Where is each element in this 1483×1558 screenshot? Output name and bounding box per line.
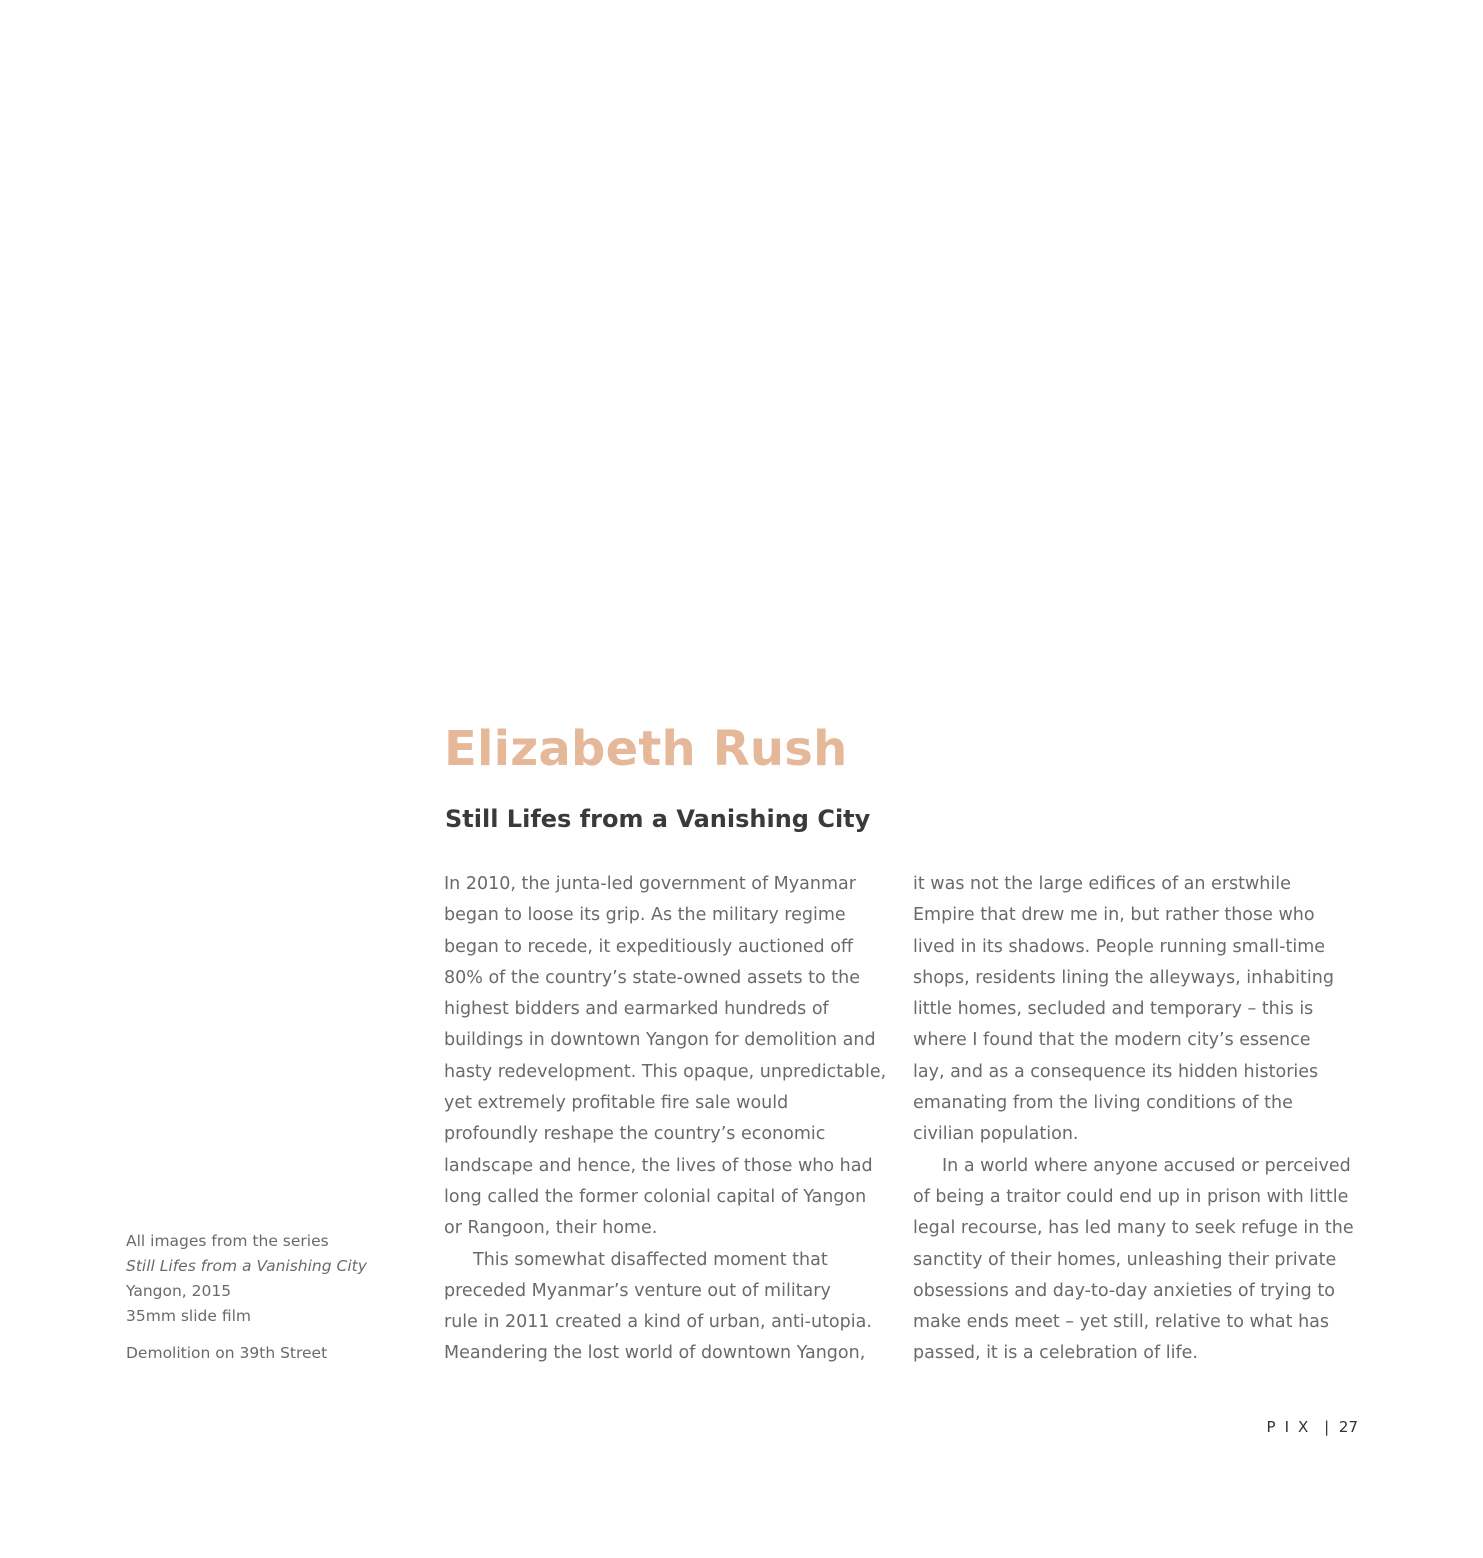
article-author: Elizabeth Rush <box>444 721 848 777</box>
body-line: obsessions and day-to-day anxieties of trying to <box>913 1280 1335 1301</box>
body-line: highest bidders and earmarked hundreds of <box>444 999 829 1020</box>
caption-image-title: Demolition on 39th Street <box>126 1344 328 1362</box>
body-line: In a world where anyone accused or perceived <box>942 1155 1351 1176</box>
body-line: landscape and hence, the lives of those who had <box>444 1155 873 1176</box>
body-line: In 2010, the junta-led government of Myanmar <box>444 874 856 894</box>
magazine-name: PIX <box>1266 1418 1318 1436</box>
body-line: began to recede, it expeditiously auctioned off <box>444 936 853 957</box>
body-line: civilian population. <box>913 1124 1079 1145</box>
body-line: legal recourse, has led many to seek refuge in the <box>913 1218 1354 1239</box>
body-line: Meandering the lost world of downtown Yangon, <box>444 1343 866 1364</box>
body-line: little homes, secluded and temporary – this is <box>913 999 1314 1020</box>
body-line: Empire that drew me in, but rather those who <box>913 905 1315 926</box>
caption-series-intro: All images from the series <box>126 1232 329 1250</box>
body-line: began to loose its grip. As the military regime <box>444 905 846 926</box>
body-line: buildings in downtown Yangon for demolition and <box>444 1030 876 1051</box>
body-line: lay, and as a consequence its hidden histories <box>913 1061 1319 1082</box>
page-footer <box>1240 1414 1358 1440</box>
body-line: 80% of the country’s state-owned assets to the <box>444 967 860 988</box>
caption-place-year: Yangon, 2015 <box>126 1282 232 1300</box>
body-line: emanating from the living conditions of the <box>913 1093 1293 1114</box>
body-line: profoundly reshape the country’s economic <box>444 1124 826 1145</box>
body-line: where I found that the modern city’s essence <box>913 1030 1311 1051</box>
body-line: shops, residents lining the alleyways, inhabiting <box>913 967 1334 988</box>
body-line: hasty redevelopment. This opaque, unpredictable, <box>444 1061 887 1082</box>
body-line: This somewhat disaffected moment that <box>473 1249 828 1270</box>
body-column-right <box>913 869 1369 1370</box>
caption-medium: 35mm slide film <box>126 1307 252 1325</box>
body-line: of being a traitor could end up in prison with little <box>913 1186 1349 1207</box>
body-line: passed, it is a celebration of life. <box>913 1343 1198 1364</box>
body-line: it was not the large edifices of an erstwhile <box>913 874 1291 894</box>
body-line: preceded Myanmar’s venture out of military <box>444 1280 831 1301</box>
body-column-left <box>444 869 900 1370</box>
body-line: rule in 2011 created a kind of urban, anti-utopia. <box>444 1312 872 1333</box>
caption-series-title: Still Lifes from a Vanishing City <box>126 1257 367 1275</box>
body-line: lived in its shadows. People running small-time <box>913 936 1326 957</box>
body-line: make ends meet – yet still, relative to what has <box>913 1312 1330 1333</box>
body-line: yet extremely profitable fire sale would <box>444 1093 789 1114</box>
image-caption <box>126 1229 426 1366</box>
body-line: long called the former colonial capital of Yangon <box>444 1186 867 1207</box>
body-line: or Rangoon, their home. <box>444 1218 658 1239</box>
body-line: sanctity of their homes, unleashing their private <box>913 1249 1337 1270</box>
article-title: Still Lifes from a Vanishing City <box>445 805 871 833</box>
footer-separator: | <box>1324 1418 1330 1436</box>
page-number: 27 <box>1338 1418 1358 1436</box>
